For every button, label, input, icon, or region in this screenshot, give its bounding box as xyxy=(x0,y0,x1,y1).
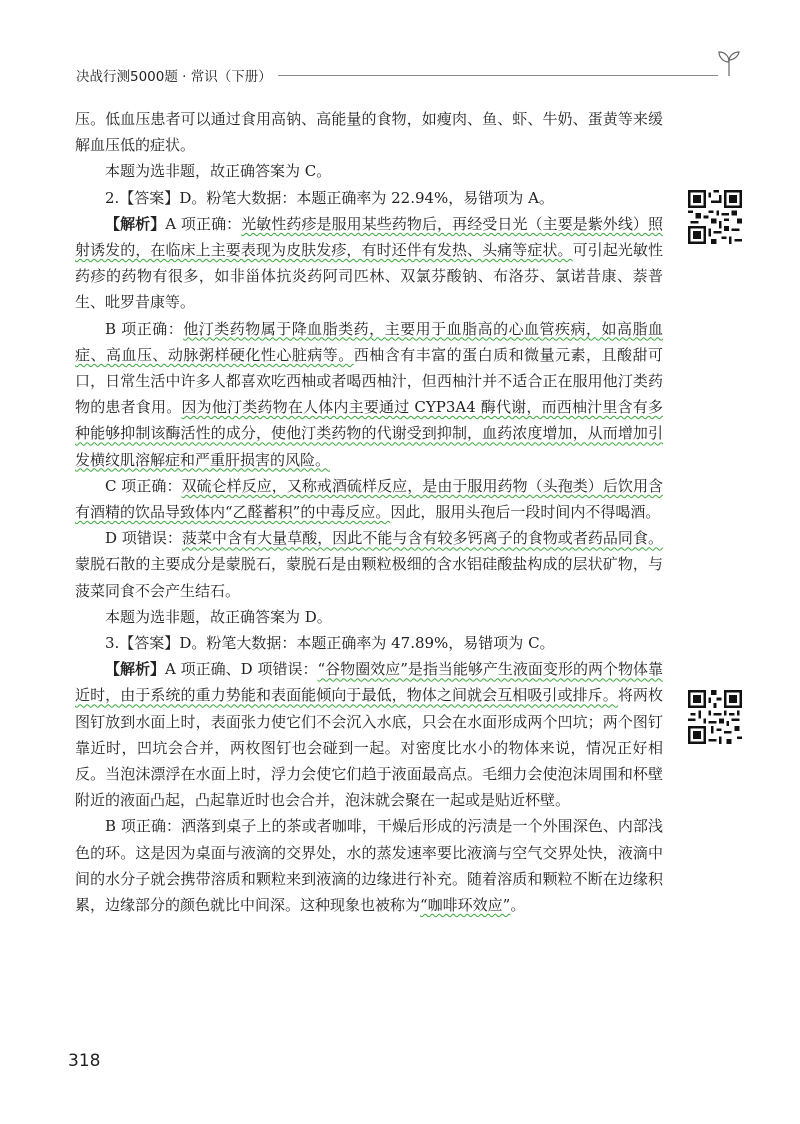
q2-analysis-b: B 项正确：他汀类药物属于降血脂类药，主要用于血脂高的心血管疾病，如高脂血症、高血压、动脉粥样硬化性心脏病等。西柚含有丰富的蛋白质和微量元素，且酸甜可口，日常生活中许多人都喜欢吃西柚或者喝西柚汁，但西柚汁并不适合正在服用他汀类药物的患者食用。因为他汀类药物在人体内主要通过 CYP3A4 酶代谢，而西柚汁里含有多种能够抑制该酶活性的成分，使他汀类药物的代谢受到抑制，血药浓度增加，从而增加引发横纹肌溶解症和严重肝损害的风险。 xyxy=(75,319,663,469)
page-body xyxy=(75,106,663,918)
q2-conclusion: 本题为选非题，故正确答案为 D。 xyxy=(105,607,332,626)
q2-analysis-a: 【解析】A 项正确：光敏性药疹是服用某些药物后，再经受日光（主要是紫外线）照射诱发的，在临床上主要表现为皮肤发疹，有时还伴有发热、头痛等症状。可引起光敏性药疹的药物有很多，如非甾体抗炎药阿司匹林、双氯芬酸钠、布洛芬、氯诺昔康、萘普生、吡罗昔康等。 xyxy=(75,214,663,312)
q2-analysis-d: D 项错误：菠菜中含有大量草酸，因此不能与含有较多钙离子的食物或者药品同食。蒙脱石散的主要成分是蒙脱石，蒙脱石是由颗粒极细的含水铝硅酸盐构成的层状矿物，与菠菜同食不会产生结石。 xyxy=(75,529,663,600)
paragraph-q1-conclusion: 本题为选非题，故正确答案为 C。 xyxy=(105,162,332,181)
q3-answer: 3.【答案】D。粉笔大数据：本题正确率为 47.89%，易错项为 C。 xyxy=(105,634,555,653)
page-number: 318 xyxy=(68,1051,101,1071)
leaf-sprout-icon xyxy=(716,50,742,78)
header-rule xyxy=(278,75,718,76)
q2-answer: 2.【答案】D。粉笔大数据：本题正确率为 22.94%，易错项为 A。 xyxy=(105,188,554,207)
qr-code-icon[interactable] xyxy=(688,690,742,744)
q3-analysis-ad: 【解析】A 项正确、D 项错误：“谷物圈效应”是指当能够产生液面变形的两个物体靠近时，由于系统的重力势能和表面能倾向于最低，物体之间就会互相吸引或排斥。将两枚图钉放到水面上时，表面张力使它们不会沉入水底，只会在水面形成两个凹坑；两个图钉靠近时，凹坑会合并，两枚图钉也会碰到一起。对密度比水小的物体来说，情况正好相反。当泡沫漂浮在水面上时，浮力会使它们趋于液面最高点。毛细力会使泡沫周围和杯壁附近的液面凸起，凸起靠近时也会合并，泡沫就会聚在一起或是贴近杯壁。 xyxy=(75,660,663,810)
qr-code-icon[interactable] xyxy=(688,190,742,244)
q2-analysis-c: C 项正确：双硫仑样反应，又称戒酒硫样反应，是由于服用药物（头孢类）后饮用含有酒精的饮品导致体内“乙醛蓄积”的中毒反应。因此，服用头孢后一段时间内不得喝酒。 xyxy=(75,476,663,522)
q3-analysis-b: B 项正确：洒落到桌子上的茶或者咖啡，干燥后形成的污渍是一个外围深色、内部浅色的环。这是因为桌面与液滴的交界处，水的蒸发速率要比液滴与空气交界处快，液滴中间的水分子就会携带溶质和颗粒来到液滴的边缘进行补充。随着溶质和颗粒不断在边缘积累，边缘部分的颜色就比中间深。这种现象也被称为“咖啡环效应”。 xyxy=(75,817,663,915)
paragraph-intro: 压。低血压患者可以通过食用高钠、高能量的食物，如瘦肉、鱼、虾、牛奶、蛋黄等来缓解血压低的症状。 xyxy=(75,110,663,155)
running-header-title: 决战行测5000题 · 常识（下册） xyxy=(76,69,272,85)
